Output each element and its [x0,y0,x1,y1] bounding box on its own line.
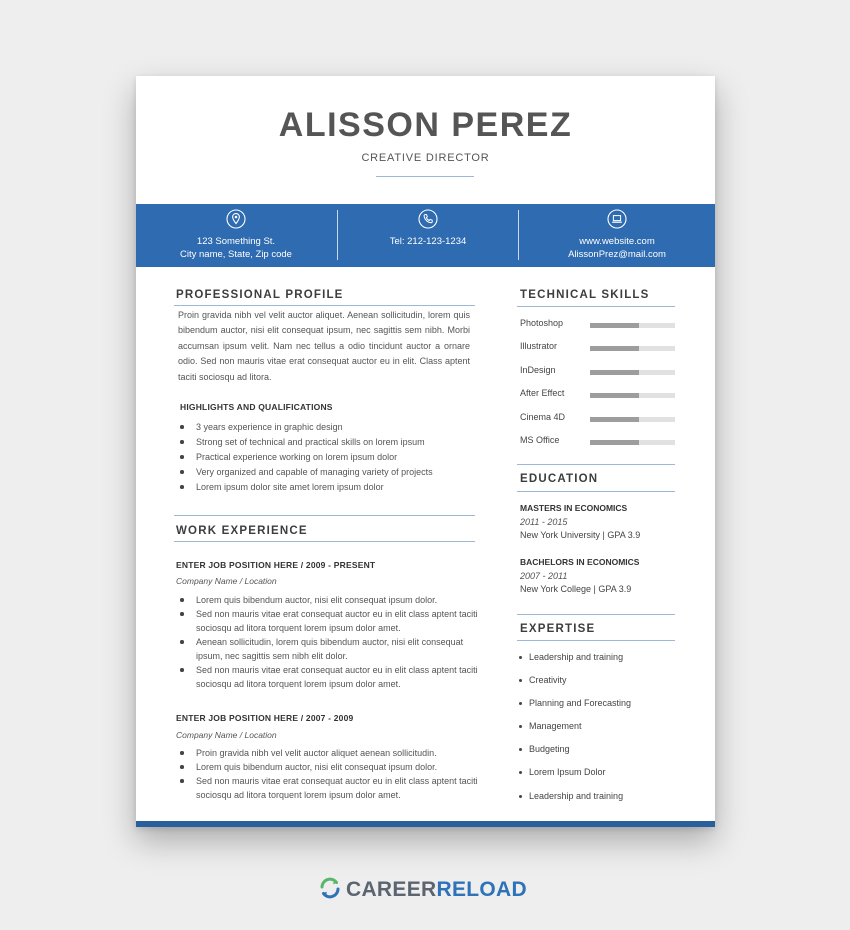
expertise-item: Management [516,721,631,744]
expertise-item: Lorem Ipsum Dolor [516,767,631,790]
skills-divider [517,306,675,307]
skill-level-bar [590,346,675,351]
skill-row [520,435,680,458]
highlight-item: Practical experience working on lorem ipsum dolor [176,450,433,465]
candidate-name: ALISSON PEREZ [278,106,573,144]
job-position: ENTER JOB POSITION HERE / 2007 - 2009 [176,713,354,723]
job-bullet: Lorem quis bibendum auctor, nisi elit consequat ipsum dolor. [176,760,481,774]
resume-page [136,76,715,827]
education-top-divider [517,464,675,465]
job-bullet: Sed non mauris vitae erat consequat auctor eu in elit class aptent taciti sociosqu ad litora torquent lorem ipsum dolor amet. [176,774,481,802]
address-line2: City name, State, Zip code [180,249,292,260]
skill-level-bar [590,323,675,328]
contact-band [136,204,715,267]
job-bullet: Sed non mauris vitae erat consequat auctor eu in elit class aptent taciti sociosqu ad litora torquent lorem ipsum dolor amet. [176,607,481,635]
skill-level-fill [590,393,639,398]
skill-name: InDesign [520,364,556,375]
expertise-item: Planning and Forecasting [516,698,631,721]
brand-part1: CAREER [346,878,437,901]
degree: BACHELORS IN ECONOMICS [520,557,640,567]
school: New York University | GPA 3.9 [520,530,641,540]
skill-name: Illustrator [520,341,558,352]
candidate-title: CREATIVE DIRECTOR [361,152,490,164]
job-bullets [176,593,481,691]
expertise-top-divider [517,614,675,615]
highlight-item: Very organized and capable of managing variety of projects [176,465,433,480]
degree-years: 2007 - 2011 [520,570,568,581]
expertise-divider [517,640,675,641]
skill-level-fill [590,370,639,375]
highlights-heading: HIGHLIGHTS AND QUALIFICATIONS [180,402,333,412]
skills-list [520,318,680,458]
brand-wordmark [346,878,527,902]
job-bullet: Sed non mauris vitae erat consequat auctor eu in elit class aptent taciti sociosqu ad litora torquent lorem ipsum dolor amet. [176,663,481,691]
phone-icon [418,209,438,229]
skill-level-bar [590,417,675,422]
skill-level-bar [590,370,675,375]
skill-row [520,388,680,411]
skill-level-fill [590,417,639,422]
skill-level-bar [590,393,675,398]
skill-row [520,365,680,388]
brand-logo [318,878,527,902]
work-divider [174,541,475,542]
highlight-item: 3 years experience in graphic design [176,420,433,435]
skill-row [520,318,680,341]
skill-row [520,341,680,364]
address-line1: 123 Something St. [196,236,276,247]
education-entry [520,502,640,543]
education-divider [517,491,675,492]
profile-divider [174,305,475,306]
skill-name: After Effect [520,388,565,399]
job-position: ENTER JOB POSITION HERE / 2009 - PRESENT [176,560,376,570]
highlight-item: Lorem ipsum dolor site amet lorem ipsum dolor [176,480,433,495]
expertise-item: Creativity [516,675,631,698]
skill-row [520,412,680,435]
school: New York College | GPA 3.9 [520,584,632,594]
job-bullet: Proin gravida nibh vel velit auctor aliquet aenean sollicitudin. [176,746,481,760]
contact-web [519,204,715,267]
skill-level-fill [590,440,639,445]
expertise-item: Budgeting [516,744,631,767]
skill-name: Photoshop [520,318,564,328]
email: AlissonPrez@mail.com [568,249,666,260]
job-bullet: Lorem quis bibendum auctor, nisi elit consequat ipsum dolor. [176,593,481,607]
skill-level-bar [590,440,675,445]
education-entry [520,556,639,597]
contact-address [136,204,336,267]
refresh-arrows-icon [318,876,342,905]
skill-level-fill [590,323,639,328]
location-pin-icon [226,209,246,229]
expertise-item: Leadership and training [516,791,631,814]
skill-level-fill [590,346,639,351]
skills-heading: TECHNICAL SKILLS [520,289,650,301]
title-divider [376,176,474,177]
profile-text: Proin gravida nibh vel velit auctor aliquet. Aenean sollicitudin, lorem quis bibendum auctor, nisi elit consequat ipsum, nec sagittis sem nibh. Morbi accumsan ipsum velit. Nam nec tellus a odio tincidunt auctor a ornare odio. Sed non mauris vitae erat consequat auctor eu in elit. Class aptent taciti sociosqu ad litora. [178,310,470,382]
education-heading: EDUCATION [520,473,599,485]
degree: MASTERS IN ECONOMICS [520,503,628,513]
highlights-list [176,420,433,495]
work-top-divider [174,515,475,516]
expertise-list [516,652,631,814]
expertise-heading: EXPERTISE [520,623,596,635]
laptop-icon [607,209,627,229]
skill-name: Cinema 4D [520,411,566,422]
degree-years: 2011 - 2015 [520,516,568,527]
profile-heading: PROFESSIONAL PROFILE [176,289,344,301]
contact-phone [338,204,518,267]
job-company: Company Name / Location [176,730,277,740]
phone-number: Tel: 212-123-1234 [389,236,467,247]
skill-name: MS Office [520,434,560,445]
job-bullet: Aenean sollicitudin, lorem quis bibendum auctor, nisi elit consequat ipsum, nec sagittis sem nibh elit dolor. [176,635,481,663]
brand-part2: RELOAD [436,878,527,901]
website: www.website.com [579,236,655,247]
job-company: Company Name / Location [176,576,277,586]
footer-bar [136,821,715,827]
job-bullets [176,746,481,802]
highlight-item: Strong set of technical and practical skills on lorem ipsum [176,435,433,450]
expertise-item: Leadership and training [516,652,631,675]
work-heading: WORK EXPERIENCE [176,525,308,537]
